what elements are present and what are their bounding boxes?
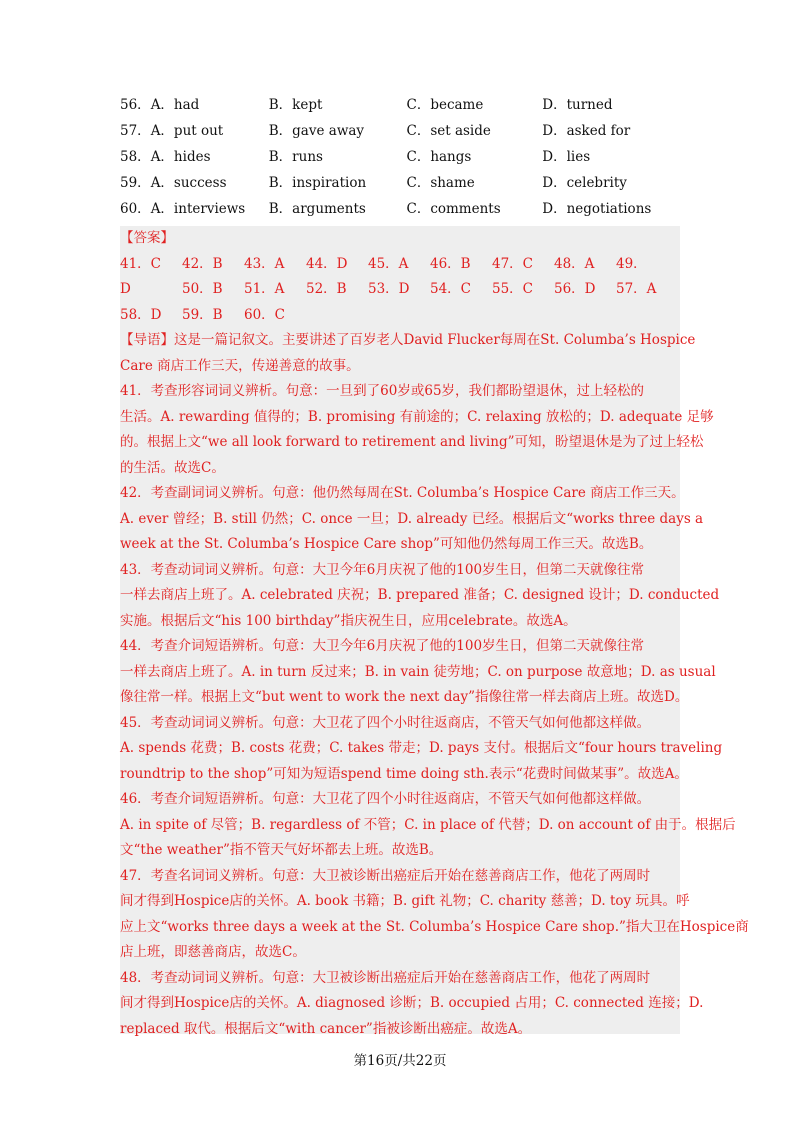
option-a: A．success [150, 175, 227, 191]
option-d: D．lies [542, 149, 591, 165]
option-c: C．hangs [406, 149, 472, 165]
option-b: B．kept [268, 97, 323, 113]
option-a: A．had [150, 97, 200, 113]
explanation-line: roundtrip to the shop”可知为短语spend time doing sth.表示“花费时间做某事”。故选A。 [120, 765, 688, 782]
explanation-line: 41．考查形容词词义辨析。句意：一旦到了60岁或65岁，我们都盼望退休，过上轻松的 [120, 383, 645, 399]
explanation-line: 店上班，即慈善商店，故选C。 [120, 944, 306, 960]
answer-item: 48．A [554, 255, 595, 272]
explanation-line: replaced 取代。根据后文“with cancer”指被诊断出癌症。故选A。 [120, 1020, 532, 1037]
explanation-line: 【导语】这是一篇记叙文。主要讲述了百岁老人David Flucker每周在St. Columba’s Hospice [120, 332, 696, 348]
option-b: B．gave away [268, 123, 365, 139]
option-row [120, 118, 680, 144]
explanation-line: 的生活。故选C。 [120, 459, 225, 476]
answer-item: 41．C [120, 255, 162, 272]
question-number: 59． [120, 175, 151, 191]
answer-item: 46．B [430, 255, 471, 272]
question-number: 60． [120, 201, 151, 217]
explanation-line: 应上文“works three days a week at the St. Columba’s Hospice Care shop.”指大卫在Hospice商 [120, 918, 749, 935]
explanation-line: 一样去商店上班了。A. in turn 反过来；B. in vain 徒劳地；C. on purpose 故意地；D. as usual [120, 663, 716, 680]
option-d: D．negotiations [542, 201, 652, 217]
answer-item: D [120, 281, 131, 297]
explanation-line: 间才得到Hospice店的关怀。A. diagnosed 诊断；B. occupied 占用；C. connected 连接；D. [120, 995, 704, 1011]
explanation-line: 44．考查介词短语辨析。句意：大卫今年6月庆祝了他的100岁生日，但第二天就像往常 [120, 638, 645, 654]
answer-item: 53．D [368, 281, 410, 297]
answer-row [120, 303, 680, 329]
option-b: B．inspiration [268, 175, 367, 191]
explanation-line: A. ever 曾经；B. still 仍然；C. once 一旦；D. already 已经。根据后文“works three days a [120, 510, 704, 527]
answer-item: 57．A [616, 281, 657, 297]
explanation-line: 43．考查动词词义辨析。句意：大卫今年6月庆祝了他的100岁生日，但第二天就像往常 [120, 561, 645, 578]
option-a: A．put out [150, 123, 224, 139]
explanation-line: A. spends 花费；B. costs 花费；C. takes 带走；D. pays 支付。根据后文“four hours traveling [120, 740, 723, 756]
option-row [120, 170, 680, 196]
explanation-line: 实施。根据后文“his 100 birthday”指庆祝生日，应用celebrate。故选A。 [120, 612, 577, 629]
answer-block [120, 226, 749, 1037]
answer-item: 50．B [182, 281, 223, 297]
option-a: A．hides [150, 149, 211, 165]
option-row [120, 92, 680, 118]
explanation-line: 42．考查副词词义辨析。句意：他仍然每周在St. Columba’s Hospice Care 商店工作三天。 [120, 485, 685, 501]
option-c: C．shame [406, 175, 475, 191]
option-row [120, 196, 680, 222]
option-c: C．comments [406, 201, 501, 217]
answer-item: 60．C [244, 306, 286, 323]
explanation-line: 的。根据上文“we all look forward to retirement and living”可知，盼望退休是为了过上轻松 [120, 434, 704, 450]
option-d: D．celebrity [542, 175, 627, 191]
answer-label: 【答案】 [120, 230, 174, 246]
page-footer: 第16页/共22页 [353, 1053, 447, 1069]
explanation-line: 48．考查动词词义辨析。句意：大卫被诊断出癌症后开始在慈善商店工作，他花了两周时 [120, 969, 651, 986]
option-a: A．interviews [150, 201, 246, 217]
answer-rows [120, 252, 680, 329]
answer-item: 52．B [306, 281, 347, 297]
answer-item: 56．D [554, 281, 596, 297]
answer-item: 54．C [430, 281, 472, 297]
question-number: 56． [120, 97, 151, 113]
explanation-line: 间才得到Hospice店的关怀。A. book 书籍；B. gift 礼物；C. charity 慈善；D. toy 玩具。呼 [120, 893, 690, 909]
explanation-line: 46．考查介词短语辨析。句意：大卫花了四个小时往返商店，不管天气如何他都这样做。 [120, 791, 651, 807]
answer-row [120, 277, 680, 303]
explanation-line: 47．考查名词词义辨析。句意：大卫被诊断出癌症后开始在慈善商店工作，他花了两周时 [120, 867, 651, 884]
option-c: C．became [406, 97, 484, 113]
answer-item: 49． [616, 255, 647, 272]
explanation-line: Care 商店工作三天，传递善意的故事。 [120, 357, 360, 374]
option-d: D．turned [542, 97, 613, 113]
answer-item: 44．D [306, 255, 348, 272]
explanation-line: 像往常一样。根据上文“but went to work the next day”指像往常一样去商店上班。故选D。 [120, 689, 689, 705]
option-c: C．set aside [406, 123, 491, 139]
option-b: B．runs [268, 149, 323, 165]
option-d: D．asked for [542, 123, 631, 139]
explanation-line: week at the St. Columba’s Hospice Care shop”可知他仍然每周工作三天。故选B。 [120, 536, 653, 552]
answer-item: 55．C [492, 281, 534, 297]
option-b: B．arguments [268, 201, 366, 217]
answer-item: 42．B [182, 255, 223, 272]
explanation-line: 45．考查动词词义辨析。句意：大卫花了四个小时往返商店，不管天气如何他都这样做。 [120, 714, 651, 731]
answer-item: 43．A [244, 255, 285, 272]
explanations [120, 328, 749, 1042]
answer-item: 58．D [120, 306, 162, 323]
answer-item: 59．B [182, 306, 223, 323]
answer-item: 45．A [368, 255, 409, 272]
explanation-line: 生活。A. rewarding 值得的；B. promising 有前途的；C. relaxing 放松的；D. adequate 足够 [120, 408, 714, 425]
explanation-line: 一样去商店上班了。A. celebrated 庆祝；B. prepared 准备；C. designed 设计；D. conducted [120, 587, 720, 603]
answer-item: 47．C [492, 255, 534, 272]
explanation-line: 文“the weather”指不管天气好坏都去上班。故选B。 [120, 842, 443, 858]
answer-item: 51．A [244, 281, 285, 297]
answer-row [120, 252, 680, 278]
option-row [120, 144, 680, 170]
question-number: 58． [120, 149, 151, 165]
options-list [120, 92, 680, 222]
explanation-line: A. in spite of 尽管；B. regardless of 不管；C. in place of 代替；D. on account of 由于。根据后 [120, 816, 736, 833]
question-number: 57． [120, 123, 151, 139]
